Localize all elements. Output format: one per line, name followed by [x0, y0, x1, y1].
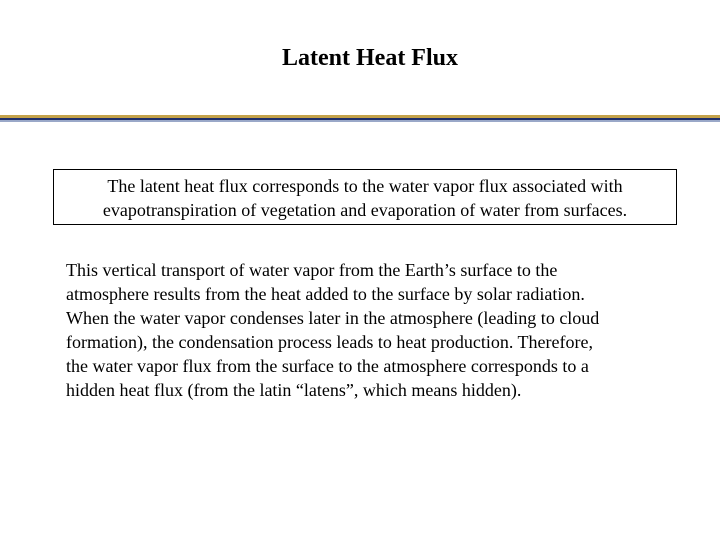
body-text-line: This vertical transport of water vapor from the Earth’s surface to the [66, 260, 558, 280]
slide-title: Latent Heat Flux [282, 45, 458, 71]
definition-line: The latent heat flux corresponds to the water vapor flux associated with [107, 176, 623, 196]
definition-box [53, 169, 677, 225]
definition-line: evapotranspiration of vegetation and evaporation of water from surfaces. [102, 200, 628, 220]
body-text-line: the water vapor flux from the surface to the atmosphere corresponds to a [66, 356, 589, 376]
body-text-line: When the water vapor condenses later in the atmosphere (leading to cloud [66, 308, 600, 328]
body-text-line: formation), the condensation process leads to heat production. Therefore, [66, 332, 593, 352]
title-divider [0, 115, 720, 122]
body-text-line: hidden heat flux (from the latin “latens”, which means hidden). [66, 380, 522, 400]
divider-light-band [0, 120, 720, 122]
body-text-line: atmosphere results from the heat added to the surface by solar radiation. [66, 284, 585, 304]
